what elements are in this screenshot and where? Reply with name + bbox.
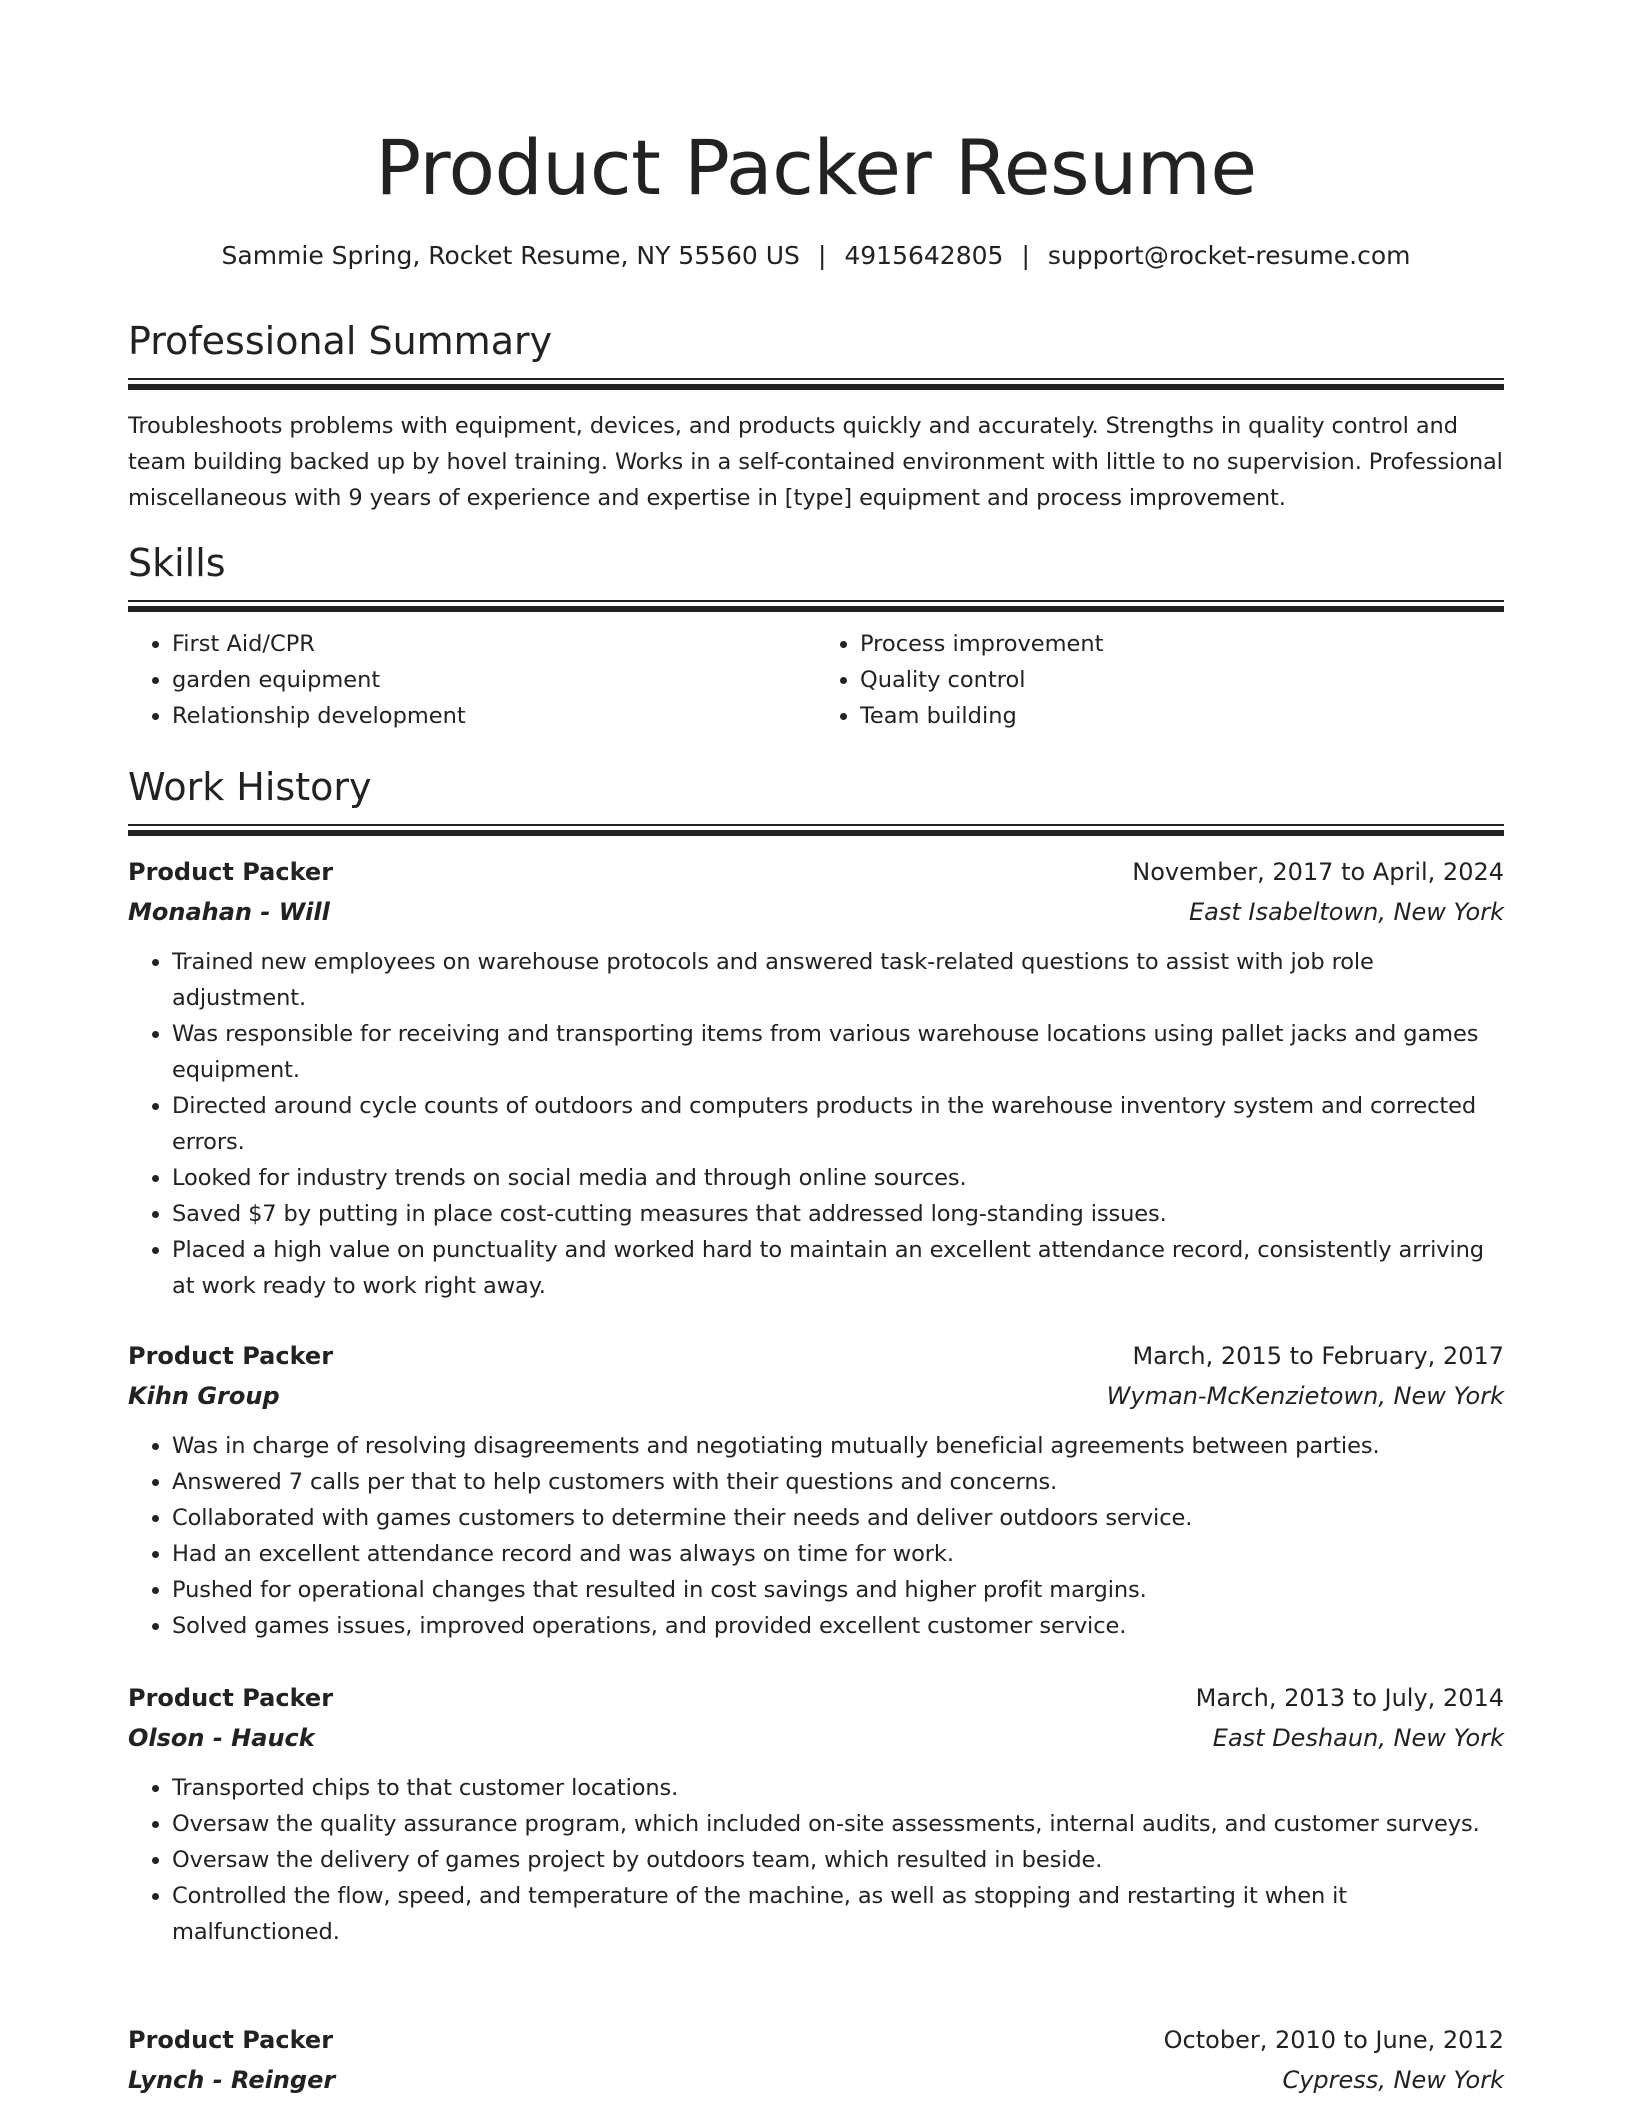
job-bullet: • Saved $7 by putting in place cost-cutting measures that addressed long-standing issues. — [172, 1196, 1504, 1232]
job-employer: Lynch - Reinger — [128, 2066, 336, 2094]
job-bullet: • Solved games issues, improved operations, and provided excellent customer service. — [172, 1608, 1504, 1644]
job-bullet: • Transported chips to that customer locations. — [172, 1770, 1504, 1806]
skills-section — [128, 538, 1504, 734]
job-location: East Deshaun, New York — [1212, 1724, 1504, 1752]
contact-separator: | — [817, 241, 827, 270]
skill-item: • Team building — [860, 698, 1504, 734]
job-entry — [128, 2020, 1504, 2100]
job-employer-row — [128, 2060, 1504, 2100]
section-divider — [128, 600, 1504, 612]
summary-heading: Professional Summary — [128, 319, 553, 363]
job-employer: Olson - Hauck — [128, 1724, 315, 1752]
job-title: Product Packer — [128, 2026, 334, 2054]
job-bullet-list — [128, 1428, 1504, 1644]
job-location: Wyman-McKenzietown, New York — [1106, 1382, 1504, 1410]
job-header-row — [128, 1678, 1504, 1718]
job-bullet: • Controlled the flow, speed, and temperature of the machine, as well as stopping and restarting it when it malfunctioned. — [172, 1878, 1504, 1950]
job-employer: Monahan - Will — [128, 898, 330, 926]
job-bullet: • Was in charge of resolving disagreements and negotiating mutually beneficial agreements between parties. — [172, 1428, 1504, 1464]
job-dates: October, 2010 to June, 2012 — [1163, 2026, 1504, 2054]
job-bullet-list — [128, 1770, 1504, 1950]
job-dates: March, 2013 to July, 2014 — [1195, 1684, 1504, 1712]
work-history-section — [128, 762, 1504, 836]
job-employer-row — [128, 1718, 1504, 1758]
job-bullet: • Was responsible for receiving and transporting items from various warehouse locations using pallet jacks and games equipment. — [172, 1016, 1504, 1088]
skill-item: • garden equipment — [172, 662, 816, 698]
job-title: Product Packer — [128, 858, 334, 886]
section-divider — [128, 378, 1504, 390]
job-header-row — [128, 852, 1504, 892]
work-history-heading: Work History — [128, 765, 372, 809]
job-bullet-list — [128, 944, 1504, 1304]
skill-item: • Quality control — [860, 662, 1504, 698]
skill-item: • Relationship development — [172, 698, 816, 734]
job-entry — [128, 852, 1504, 1304]
job-bullet: • Oversaw the delivery of games project by outdoors team, which resulted in beside. — [172, 1842, 1504, 1878]
skills-list-left — [128, 626, 816, 734]
job-employer-row — [128, 892, 1504, 932]
job-bullet: • Oversaw the quality assurance program, which included on-site assessments, internal audits, and customer surveys. — [172, 1806, 1504, 1842]
skills-list-right — [816, 626, 1504, 734]
job-dates: March, 2015 to February, 2017 — [1132, 1342, 1504, 1370]
job-bullet: • Directed around cycle counts of outdoors and computers products in the warehouse inventory system and corrected errors. — [172, 1088, 1504, 1160]
skills-heading: Skills — [128, 541, 226, 585]
summary-text: Troubleshoots problems with equipment, devices, and products quickly and accurately. Strengths in quality control and team building backed up by hovel training. Works in a self-contained environment with little to no supervision. Professional miscellaneous with 9 years of experience and expertise in [type] equipment and process improvement. — [128, 413, 1503, 511]
job-entry — [128, 1678, 1504, 1950]
job-title: Product Packer — [128, 1342, 334, 1370]
job-dates: November, 2017 to April, 2024 — [1132, 858, 1504, 886]
job-bullet: • Had an excellent attendance record and was always on time for work. — [172, 1536, 1504, 1572]
section-divider — [128, 824, 1504, 836]
contact-email[interactable]: support@rocket-resume.com — [1047, 241, 1411, 270]
job-header-row — [128, 2020, 1504, 2060]
job-bullet: • Placed a high value on punctuality and worked hard to maintain an excellent attendance record, consistently arriving at work ready to work right away. — [172, 1232, 1504, 1304]
skill-item: • Process improvement — [860, 626, 1504, 662]
job-bullet: • Looked for industry trends on social media and through online sources. — [172, 1160, 1504, 1196]
job-bullet: • Pushed for operational changes that resulted in cost savings and higher profit margins. — [172, 1572, 1504, 1608]
skill-item: • First Aid/CPR — [172, 626, 816, 662]
skills-grid — [128, 626, 1504, 734]
contact-separator: | — [1021, 241, 1030, 270]
summary-section — [128, 316, 1504, 516]
job-location: Cypress, New York — [1282, 2066, 1504, 2094]
contact-phone: 4915642805 — [844, 241, 1004, 270]
job-bullet: • Collaborated with games customers to determine their needs and deliver outdoors service. — [172, 1500, 1504, 1536]
job-location: East Isabeltown, New York — [1188, 898, 1504, 926]
job-bullet: • Answered 7 calls per that to help customers with their questions and concerns. — [172, 1464, 1504, 1500]
job-bullet: • Trained new employees on warehouse protocols and answered task-related questions to assist with job role adjustment. — [172, 944, 1504, 1016]
resume-title: Product Packer Resume — [375, 123, 1257, 212]
contact-address: Sammie Spring, Rocket Resume, NY 55560 US — [221, 241, 800, 270]
job-header-row — [128, 1336, 1504, 1376]
contact-line — [128, 238, 1504, 274]
job-entry — [128, 1336, 1504, 1644]
job-employer: Kihn Group — [128, 1382, 280, 1410]
job-employer-row — [128, 1376, 1504, 1416]
job-title: Product Packer — [128, 1684, 334, 1712]
